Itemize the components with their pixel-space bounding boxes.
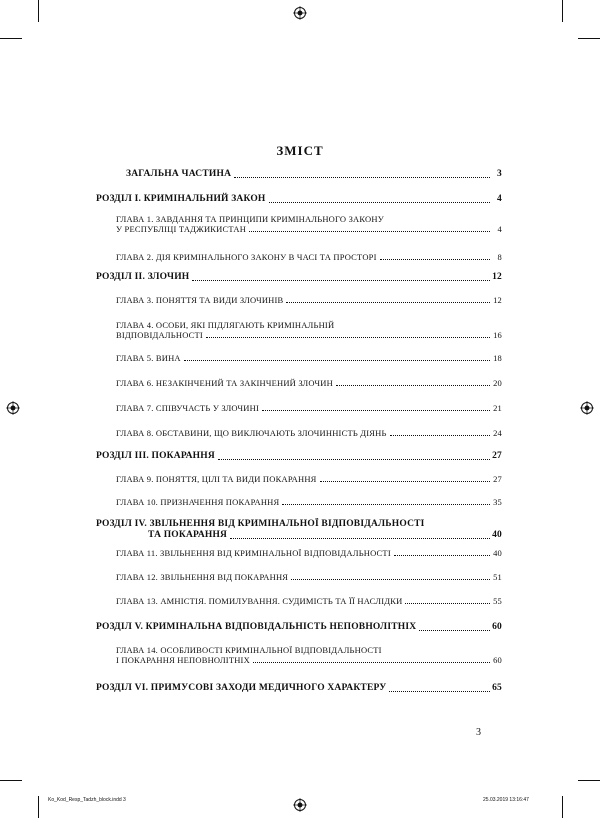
crop-mark-top-left-v bbox=[38, 0, 39, 22]
toc-leader-dots bbox=[405, 602, 490, 604]
toc-entry-title: ЗАГАЛЬНА ЧАСТИНА bbox=[126, 169, 232, 179]
toc-entry-title: ГЛАВА 11. ЗВІЛЬНЕННЯ ВІД КРИМІНАЛЬНОЇ ВІДПОВІДАЛЬНОСТІ bbox=[116, 548, 391, 558]
toc-chapter-entry[interactable] bbox=[116, 295, 502, 305]
toc-chapter-entry[interactable] bbox=[116, 428, 502, 438]
toc-entry-title: ГЛАВА 6. НЕЗАКІНЧЕНИЙ ТА ЗАКІНЧЕНИЙ ЗЛОЧИН bbox=[116, 378, 333, 388]
toc-entry-title-continued: І ПОКАРАННЯ НЕПОВНОЛІТНІХ bbox=[116, 655, 250, 665]
toc-chapter-entry[interactable] bbox=[116, 572, 502, 582]
toc-page-number: 12 bbox=[492, 272, 502, 282]
crop-mark-bottom-right-h bbox=[578, 780, 600, 781]
registration-mark-left-icon bbox=[6, 401, 20, 415]
toc-page-number: 35 bbox=[493, 497, 502, 507]
toc-leader-dots bbox=[249, 230, 490, 232]
toc-entry-title: ГЛАВА 12. ЗВІЛЬНЕННЯ ВІД ПОКАРАННЯ bbox=[116, 572, 289, 582]
footer-timestamp: 25.03.2019 13:16:47 bbox=[483, 797, 529, 803]
toc-page-number: 4 bbox=[497, 224, 502, 234]
toc-leader-dots bbox=[206, 336, 490, 338]
toc-chapter-entry[interactable] bbox=[116, 548, 502, 558]
toc-leader-dots bbox=[269, 201, 490, 203]
toc-page-number: 51 bbox=[493, 572, 502, 582]
toc-entry-title: РОЗДІЛ VI. ПРИМУСОВІ ЗАХОДИ МЕДИЧНОГО ХАРАКТЕРУ bbox=[96, 683, 387, 693]
toc-entry-title-continued: У РЕСПУБЛІЦІ ТАДЖИКИСТАН bbox=[116, 224, 247, 234]
crop-mark-bottom-left-v bbox=[38, 796, 39, 818]
crop-mark-bottom-left-h bbox=[0, 780, 22, 781]
toc-entry-title: ГЛАВА 14. ОСОБЛИВОСТІ КРИМІНАЛЬНОЇ ВІДПОВІДАЛЬНОСТІ bbox=[116, 645, 382, 655]
toc-page-number: 55 bbox=[493, 596, 502, 606]
toc-chapter-entry[interactable] bbox=[116, 353, 502, 363]
toc-entry-title-continued: ТА ПОКАРАННЯ bbox=[148, 530, 228, 540]
toc-entry-title: ГЛАВА 4. ОСОБИ, ЯКІ ПІДЛЯГАЮТЬ КРИМІНАЛЬНІЙ bbox=[116, 320, 335, 330]
toc-leader-dots bbox=[320, 480, 490, 482]
toc-entry-title: ГЛАВА 7. СПІВУЧАСТЬ У ЗЛОЧИНІ bbox=[116, 403, 259, 413]
toc-page-number: 4 bbox=[497, 194, 502, 204]
crop-mark-top-right-v bbox=[562, 0, 563, 22]
toc-entry-title: ГЛАВА 13. АМНІСТІЯ. ПОМИЛУВАННЯ. СУДИМІСТЬ ТА ЇЇ НАСЛІДКИ bbox=[116, 596, 403, 606]
toc-leader-dots bbox=[234, 176, 490, 178]
toc-chapter-entry[interactable] bbox=[116, 596, 502, 606]
toc-entry-title: ГЛАВА 3. ПОНЯТТЯ ТА ВИДИ ЗЛОЧИНІВ bbox=[116, 295, 284, 305]
toc-entry-title: ГЛАВА 9. ПОНЯТТЯ, ЦІЛІ ТА ВИДИ ПОКАРАННЯ bbox=[116, 474, 317, 484]
toc-page-number: 60 bbox=[493, 655, 502, 665]
toc-chapter-entry[interactable] bbox=[116, 378, 502, 388]
toc-leader-dots bbox=[419, 629, 490, 631]
toc-leader-dots bbox=[291, 578, 490, 580]
toc-section-entry[interactable] bbox=[96, 622, 502, 633]
toc-leader-dots bbox=[184, 359, 490, 361]
toc-section-entry[interactable] bbox=[96, 451, 502, 462]
toc-page-number: 3 bbox=[497, 169, 502, 179]
toc-leader-dots bbox=[262, 409, 490, 411]
toc-entry-title: РОЗДІЛ II. ЗЛОЧИН bbox=[96, 272, 190, 282]
toc-entry-title: ГЛАВА 2. ДІЯ КРИМІНАЛЬНОГО ЗАКОНУ В ЧАСІ ТА ПРОСТОРІ bbox=[116, 252, 377, 262]
toc-chapter-entry[interactable] bbox=[116, 474, 502, 484]
toc-page-number: 40 bbox=[493, 548, 502, 558]
registration-mark-right-icon bbox=[580, 401, 594, 415]
toc-page-number: 27 bbox=[492, 451, 502, 461]
toc-section-entry[interactable] bbox=[96, 519, 502, 541]
toc-chapter-entry[interactable] bbox=[116, 320, 502, 340]
toc-section-entry[interactable] bbox=[96, 272, 502, 283]
toc-leader-dots bbox=[380, 258, 490, 260]
toc-page-number: 24 bbox=[493, 428, 502, 438]
toc-leader-dots bbox=[389, 690, 490, 692]
crop-mark-bottom-right-v bbox=[562, 796, 563, 818]
toc-page-number: 60 bbox=[492, 622, 502, 632]
registration-mark-bottom-icon bbox=[293, 798, 307, 812]
toc-chapter-entry[interactable] bbox=[116, 214, 502, 234]
toc-chapter-entry[interactable] bbox=[116, 252, 502, 262]
toc-leader-dots bbox=[394, 554, 490, 556]
toc-page-number: 12 bbox=[493, 295, 502, 305]
toc-leader-dots bbox=[336, 384, 490, 386]
crop-mark-top-right-h bbox=[578, 38, 600, 39]
crop-mark-top-left-h bbox=[0, 38, 22, 39]
toc-leader-dots bbox=[230, 537, 490, 539]
toc-entry-title: РОЗДІЛ III. ПОКАРАННЯ bbox=[96, 451, 215, 461]
page-number: 3 bbox=[476, 727, 481, 738]
toc-chapter-entry[interactable] bbox=[116, 403, 502, 413]
toc-chapter-entry[interactable] bbox=[116, 645, 502, 665]
toc-page-number: 40 bbox=[492, 530, 502, 540]
toc-part-entry[interactable] bbox=[126, 169, 502, 180]
toc-entry-title: РОЗДІЛ V. КРИМІНАЛЬНА ВІДПОВІДАЛЬНІСТЬ НЕПОВНОЛІТНІХ bbox=[96, 622, 417, 632]
toc-title: ЗМІСТ bbox=[276, 143, 324, 158]
toc-page-number: 21 bbox=[493, 403, 502, 413]
toc-leader-dots bbox=[192, 279, 490, 281]
toc-leader-dots bbox=[286, 301, 490, 303]
toc-leader-dots bbox=[390, 434, 490, 436]
footer-file-name: Ko_Kod_Resp_Tadzh_block.indd 3 bbox=[48, 797, 126, 803]
toc-page-number: 20 bbox=[493, 378, 502, 388]
toc-entry-title: ГЛАВА 8. ОБСТАВИНИ, ЩО ВИКЛЮЧАЮТЬ ЗЛОЧИННІСТЬ ДІЯНЬ bbox=[116, 428, 387, 438]
toc-page-number: 16 bbox=[493, 330, 502, 340]
toc-leader-dots bbox=[218, 458, 490, 460]
toc-entry-title: ГЛАВА 1. ЗАВДАННЯ ТА ПРИНЦИПИ КРИМІНАЛЬНОГО ЗАКОНУ bbox=[116, 214, 384, 224]
toc-leader-dots bbox=[282, 503, 490, 505]
registration-mark-top-icon bbox=[293, 6, 307, 20]
toc-chapter-entry[interactable] bbox=[116, 497, 502, 507]
toc-section-entry[interactable] bbox=[96, 194, 502, 205]
toc-entry-title: РОЗДІЛ I. КРИМІНАЛЬНИЙ ЗАКОН bbox=[96, 194, 266, 204]
toc-entry-title-continued: ВІДПОВІДАЛЬНОСТІ bbox=[116, 330, 203, 340]
toc-leader-dots bbox=[253, 661, 490, 663]
toc-entry-title: ГЛАВА 5. ВИНА bbox=[116, 353, 181, 363]
toc-section-entry[interactable] bbox=[96, 683, 502, 694]
toc-entry-title: РОЗДІЛ IV. ЗВІЛЬНЕННЯ ВІД КРИМІНАЛЬНОЇ ВІДПОВІДАЛЬНОСТІ bbox=[96, 519, 425, 529]
toc-page-number: 65 bbox=[492, 683, 502, 693]
toc-entry-title: ГЛАВА 10. ПРИЗНАЧЕННЯ ПОКАРАННЯ bbox=[116, 497, 280, 507]
toc-page-number: 18 bbox=[493, 353, 502, 363]
toc-page-number: 27 bbox=[493, 474, 502, 484]
toc-page-number: 8 bbox=[497, 252, 502, 262]
